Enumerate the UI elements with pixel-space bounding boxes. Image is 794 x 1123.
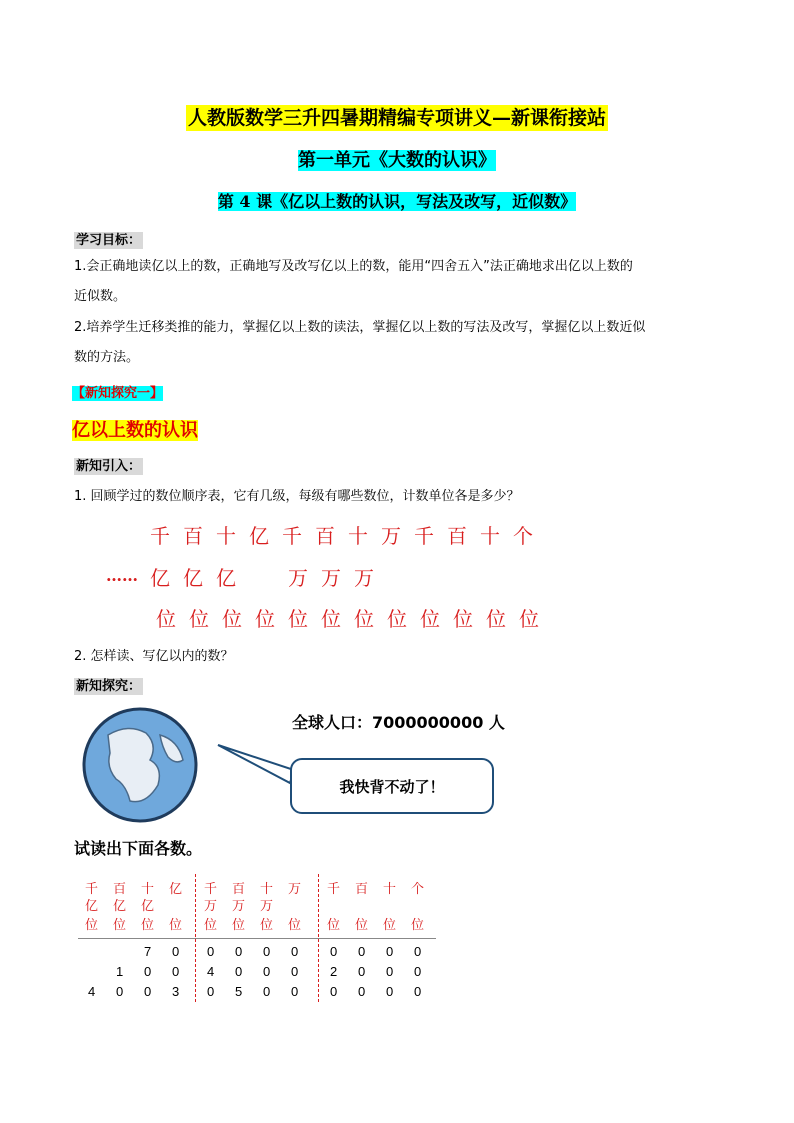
table-cell: 0	[172, 944, 180, 959]
globe-illustration	[68, 705, 318, 825]
table-cell: 0	[207, 984, 215, 999]
table-header-char: 万	[232, 899, 246, 914]
table-cell: 0	[358, 964, 366, 979]
place-char: 百	[315, 524, 335, 548]
table-header-char: 万	[260, 899, 274, 914]
table-cell: 0	[263, 944, 271, 959]
table-cell: 0	[144, 984, 152, 999]
table-cell: 0	[358, 984, 366, 999]
ellipsis: ……	[106, 566, 138, 585]
place-char: 亿	[249, 524, 269, 548]
level-separator	[318, 874, 319, 1002]
place-chart-row2	[0, 562, 794, 592]
table-cell: 0	[263, 964, 271, 979]
place-char: 亿	[216, 566, 236, 590]
table-header-char: 位	[383, 918, 397, 933]
table-header-char: 十	[141, 882, 155, 897]
table-cell: 0	[330, 944, 338, 959]
speech-bubble	[290, 758, 494, 814]
table-cell: 0	[235, 944, 243, 959]
table-header-char: 万	[288, 882, 302, 897]
table-cell: 0	[414, 964, 422, 979]
question-2: 2. 怎样读、写亿以内的数？	[74, 649, 234, 664]
place-chart-row3	[0, 603, 794, 633]
intro-label: 新知引入：	[76, 459, 142, 474]
table-header-char: 位	[169, 918, 183, 933]
table-header-char: 亿	[113, 899, 127, 914]
place-chart-row1	[0, 520, 794, 550]
objective-2-line2: 数的方法。	[74, 350, 140, 365]
table-header-char: 个	[411, 882, 425, 897]
table-header-char: 位	[355, 918, 369, 933]
table-header-char: 位	[204, 918, 218, 933]
speech-bubble-text: 我快背不动了！	[339, 777, 445, 796]
table-cell: 0	[291, 964, 299, 979]
place-char: 百	[183, 524, 203, 548]
table-header-char: 百	[232, 882, 246, 897]
table-cell: 0	[172, 964, 180, 979]
table-cell: 5	[235, 984, 243, 999]
table-cell: 2	[330, 964, 338, 979]
objective-2-line1: 2.培养学生迁移类推的能力，掌握亿以上数的读法，掌握亿以上数的写法及改写，掌握亿以上数近似	[74, 320, 646, 335]
table-header-char: 亿	[85, 899, 99, 914]
place-char: 个	[513, 524, 533, 548]
table-header-char: 十	[260, 882, 274, 897]
table-cell: 0	[330, 984, 338, 999]
place-char: 位	[354, 607, 374, 631]
table-header-char: 位	[85, 918, 99, 933]
place-char: 万	[288, 566, 308, 590]
table-cell: 0	[414, 984, 422, 999]
unit-title	[0, 146, 794, 172]
objective-1-line1: 1.会正确地读亿以上的数，正确地写及改写亿以上的数，能用“四舍五入”法正确地求出亿以上数的	[74, 259, 633, 274]
section-bracket-wrap	[72, 382, 163, 401]
table-header-char: 千	[327, 882, 341, 897]
objectives-label-wrap	[74, 229, 143, 248]
table-cell: 0	[116, 984, 124, 999]
table-divider	[78, 938, 436, 939]
place-char: 亿	[150, 566, 170, 590]
table-header-char: 位	[141, 918, 155, 933]
place-char: 位	[189, 607, 209, 631]
section-bracket: 【新知探究一】	[72, 386, 164, 401]
explore-label-wrap	[74, 675, 143, 694]
section-heading: 亿以上数的认识	[72, 420, 198, 441]
table-cell: 0	[386, 944, 394, 959]
page-title-text: 人教版数学三升四暑期精编专项讲义—新课衔接站	[187, 107, 606, 129]
table-cell: 7	[144, 944, 152, 959]
table-header-char: 亿	[141, 899, 155, 914]
place-char: 百	[447, 524, 467, 548]
place-char: 位	[288, 607, 308, 631]
table-cell: 3	[172, 984, 180, 999]
place-char: 位	[321, 607, 341, 631]
intro-label-wrap	[74, 455, 143, 474]
place-char: 十	[216, 524, 236, 548]
place-char: 位	[156, 607, 176, 631]
table-cell: 0	[263, 984, 271, 999]
table-cell: 4	[207, 964, 215, 979]
objectives-label: 学习目标：	[76, 233, 142, 248]
table-header-char: 位	[327, 918, 341, 933]
page-title	[0, 103, 794, 130]
table-cell: 1	[116, 964, 124, 979]
bubble-tail	[218, 745, 294, 783]
table-header-char: 十	[383, 882, 397, 897]
place-char: 千	[414, 524, 434, 548]
place-char: 位	[420, 607, 440, 631]
table-header-char: 千	[85, 882, 99, 897]
table-cell: 0	[414, 944, 422, 959]
table-cell: 4	[88, 984, 96, 999]
table-header-char: 位	[260, 918, 274, 933]
table-cell: 0	[386, 964, 394, 979]
section-heading-wrap	[72, 416, 198, 442]
table-cell: 0	[291, 984, 299, 999]
place-char: 位	[453, 607, 473, 631]
table-header-char: 千	[204, 882, 218, 897]
explore-label: 新知探究：	[76, 679, 142, 694]
table-cell: 0	[291, 944, 299, 959]
place-char: 万	[321, 566, 341, 590]
table-header-char: 位	[411, 918, 425, 933]
place-char: 十	[480, 524, 500, 548]
place-char: 位	[519, 607, 539, 631]
table-header-char: 位	[232, 918, 246, 933]
exercise-title: 试读出下面各数。	[74, 839, 203, 858]
lesson-title	[0, 189, 794, 212]
table-cell: 0	[144, 964, 152, 979]
table-header-char: 百	[113, 882, 127, 897]
place-char: 亿	[183, 566, 203, 590]
level-separator	[195, 874, 196, 1002]
place-char: 位	[486, 607, 506, 631]
objective-1-line2: 近似数。	[74, 289, 127, 304]
place-char: 千	[150, 524, 170, 548]
place-char: 位	[255, 607, 275, 631]
table-header-char: 万	[204, 899, 218, 914]
place-char: 万	[381, 524, 401, 548]
table-cell: 0	[207, 944, 215, 959]
table-cell: 0	[386, 984, 394, 999]
lesson-title-text: 第 4 课《亿以上数的认识，写法及改写，近似数》	[217, 192, 577, 211]
place-char: 万	[354, 566, 374, 590]
table-header-char: 位	[288, 918, 302, 933]
place-char: 十	[348, 524, 368, 548]
place-char: 千	[282, 524, 302, 548]
question-1: 1. 回顾学过的数位顺序表，它有几级，每级有哪些数位，计数单位各是多少？	[74, 489, 520, 504]
table-header-char: 位	[113, 918, 127, 933]
table-header-char: 亿	[169, 882, 183, 897]
table-header-char: 百	[355, 882, 369, 897]
place-char: 位	[222, 607, 242, 631]
table-cell: 0	[235, 964, 243, 979]
place-char: 位	[387, 607, 407, 631]
unit-title-text: 第一单元《大数的认识》	[298, 150, 496, 171]
population-text: 全球人口：7000000000 人	[292, 713, 505, 732]
table-cell: 0	[358, 944, 366, 959]
